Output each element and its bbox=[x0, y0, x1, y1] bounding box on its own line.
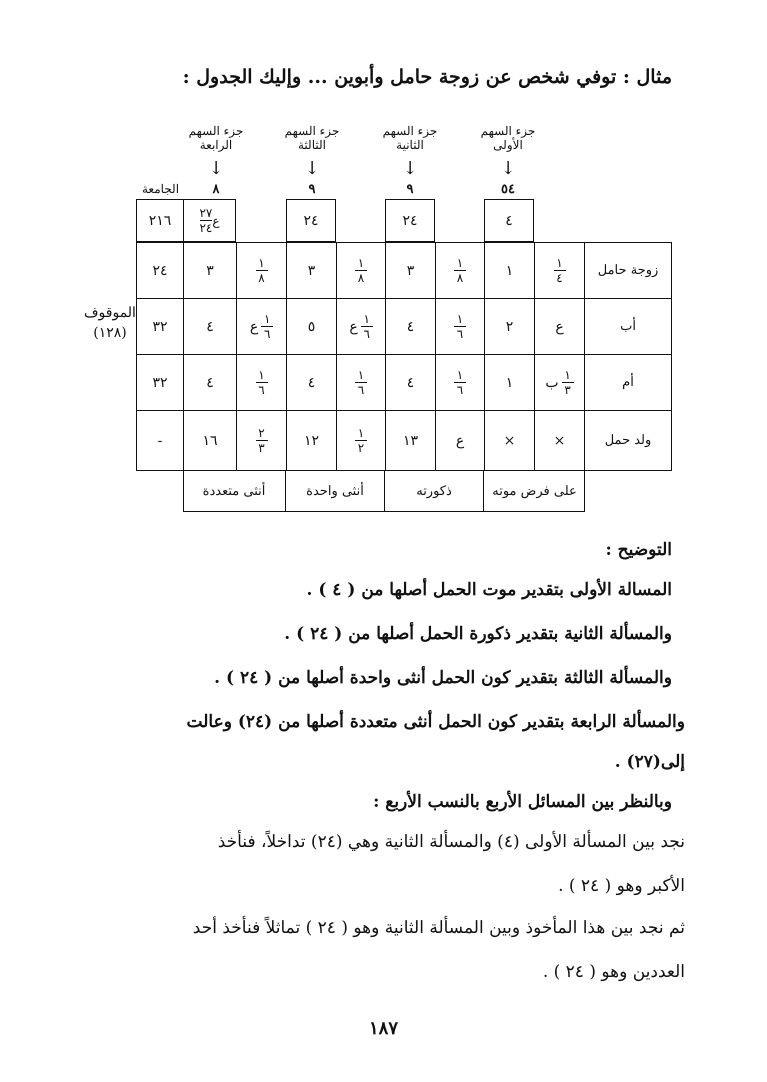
column-label-line1: جزء السهم bbox=[284, 124, 340, 138]
column-label-third bbox=[272, 124, 352, 152]
explanation-title: التوضيح : bbox=[605, 540, 672, 560]
fraction-suffix: ع bbox=[249, 318, 259, 335]
table-cell-jamia bbox=[136, 242, 184, 299]
cell-value: ٣٢ bbox=[152, 374, 168, 391]
heir-name: أم bbox=[622, 375, 634, 390]
fraction-denominator: ٢٤ bbox=[199, 221, 213, 235]
cell-value: ٥ bbox=[307, 318, 316, 335]
fraction-denominator: ٦ bbox=[456, 327, 464, 341]
cell-value: × bbox=[553, 432, 566, 449]
table-cell-q1 bbox=[534, 410, 585, 471]
arrow-down-icon: ↓ bbox=[304, 158, 320, 179]
table-cell-q2 bbox=[435, 242, 485, 299]
jamia-top-value: ٢١٦ bbox=[148, 212, 172, 229]
fraction-numerator: ٢ bbox=[258, 426, 265, 440]
paragraph-line: وبالنظر بين المسائل الأربع بالنسب الأربع : bbox=[373, 792, 672, 812]
table-cell-v3 bbox=[286, 242, 337, 299]
arrow-down-icon: ↓ bbox=[402, 158, 418, 179]
column-label-line1: جزء السهم bbox=[382, 124, 438, 138]
arrow-down-icon: ↓ bbox=[208, 158, 224, 179]
cell-value: ع bbox=[555, 318, 564, 335]
fraction-denominator: ٣ bbox=[564, 383, 571, 397]
cell-value: ع bbox=[455, 432, 465, 449]
fraction-numerator: ١ bbox=[456, 256, 464, 270]
divisor-first: ٥٤ bbox=[501, 182, 515, 197]
table-cell-v4 bbox=[183, 298, 237, 355]
table-cell-q3 bbox=[336, 354, 386, 411]
table-cell-q2 bbox=[435, 354, 485, 411]
jamia-label: الجامعة bbox=[142, 182, 180, 196]
mawqoof-label bbox=[82, 303, 138, 343]
paragraph-line: ثم نجد بين هذا المأخوذ وبين المسألة الثانية وهو ( ٢٤ ) تماثلاً فنأخذ أحد bbox=[192, 918, 685, 938]
bottom-label-multi-female: أنثى متعددة bbox=[183, 470, 286, 512]
column-label-first bbox=[468, 124, 548, 152]
page-number: ١٨٧ bbox=[368, 1018, 398, 1039]
mawqoof-text: الموقوف bbox=[84, 305, 136, 321]
fraction bbox=[554, 257, 566, 284]
table-cell-jamia bbox=[136, 354, 184, 411]
bottom-label-male: ذكورته bbox=[385, 470, 484, 512]
fraction bbox=[355, 427, 367, 454]
fraction bbox=[562, 369, 574, 396]
fraction bbox=[454, 369, 466, 396]
cell-value: ٢٤ bbox=[152, 262, 168, 279]
cell-value: ٣ bbox=[206, 262, 214, 279]
cell-value: ١٦ bbox=[202, 432, 218, 449]
table-cell-v2 bbox=[385, 410, 436, 471]
cell-value: ٣ bbox=[307, 262, 316, 279]
table-cell-v1 bbox=[484, 242, 535, 299]
table-cell-v2 bbox=[385, 298, 436, 355]
paragraph-line: نجد بين المسألة الأولى (٤) والمسألة الثانية وهي (٢٤) تداخلاً، فنأخذ bbox=[217, 832, 685, 852]
fraction bbox=[256, 257, 268, 284]
table-cell-jamia bbox=[136, 410, 184, 471]
table-cell-v3 bbox=[286, 354, 337, 411]
column-label-line2: الثانية bbox=[396, 138, 424, 152]
heir-name: ولد حمل bbox=[604, 433, 652, 448]
bottom-label-death: على فرض موته bbox=[492, 483, 577, 499]
fraction-numerator: ١ bbox=[357, 368, 365, 382]
fraction-denominator: ٦ bbox=[456, 383, 464, 397]
column-label-line1: جزء السهم bbox=[480, 124, 536, 138]
table-cell-q2 bbox=[435, 298, 485, 355]
fraction-denominator: ٦ bbox=[263, 327, 271, 341]
table-cell-v1 bbox=[484, 298, 535, 355]
table-cell-q1 bbox=[534, 354, 585, 411]
fraction-numerator: ١ bbox=[258, 256, 265, 270]
column-label-line2: الرابعة bbox=[199, 138, 233, 152]
table-cell-heir bbox=[584, 410, 672, 471]
cell-value: ٤ bbox=[406, 374, 415, 391]
table-cell-q2 bbox=[435, 410, 485, 471]
paragraph-line: الأكبر وهو ( ٢٤ ) . bbox=[558, 876, 685, 896]
table-cell-q1 bbox=[534, 242, 585, 299]
col3-top-cell bbox=[286, 199, 336, 242]
col4-top-cell bbox=[183, 199, 236, 242]
col1-top-cell bbox=[484, 199, 534, 242]
fraction-denominator: ٣ bbox=[258, 441, 265, 455]
jamia-top-cell bbox=[136, 199, 184, 242]
cell-value: ٢ bbox=[505, 318, 514, 335]
column-label-line2: الثالثة bbox=[298, 138, 326, 152]
fraction-denominator: ٨ bbox=[456, 271, 464, 285]
col1-top-value: ٤ bbox=[505, 212, 513, 229]
table-cell-q3 bbox=[336, 298, 386, 355]
cell-value: ٤ bbox=[206, 374, 214, 391]
cell-value: ٤ bbox=[307, 374, 316, 391]
cell-value: ١ bbox=[505, 262, 514, 279]
fraction-suffix: ع bbox=[349, 318, 358, 335]
table-cell-v1 bbox=[484, 354, 535, 411]
fraction-numerator: ١ bbox=[363, 312, 370, 326]
fraction bbox=[256, 427, 268, 454]
mawqoof-value: (١٢٨) bbox=[93, 325, 127, 341]
divisor-second: ٩ bbox=[406, 182, 414, 197]
table-cell-heir bbox=[584, 298, 672, 355]
paragraph-line: والمسألة الثالثة بتقدير كون الحمل أنثى واحدة أصلها من ( ٢٤ ) . bbox=[214, 668, 672, 688]
table-cell-v4 bbox=[183, 242, 237, 299]
fraction-denominator: ٨ bbox=[258, 271, 265, 285]
paragraph-line: والمسألة الثانية بتقدير ذكورة الحمل أصلها من ( ٢٤ ) . bbox=[284, 624, 672, 644]
fraction-numerator: ١ bbox=[564, 368, 571, 382]
table-cell-v4 bbox=[183, 354, 237, 411]
fraction bbox=[361, 313, 373, 340]
cell-value: - bbox=[157, 432, 163, 449]
fraction bbox=[261, 313, 273, 340]
table-cell-jamia bbox=[136, 298, 184, 355]
fraction bbox=[355, 369, 367, 396]
table-cell-q4 bbox=[236, 354, 287, 411]
cell-value: ٣ bbox=[406, 262, 415, 279]
table-cell-heir bbox=[584, 242, 672, 299]
fraction-denominator: ٦ bbox=[258, 383, 265, 397]
col3-top-value: ٢٤ bbox=[303, 212, 319, 229]
column-label-fourth bbox=[176, 124, 256, 152]
arrow-down-icon: ↓ bbox=[500, 158, 516, 179]
fraction-numerator: ١ bbox=[263, 312, 271, 326]
table-cell-q1 bbox=[534, 298, 585, 355]
column-label-line2: الأولى bbox=[493, 138, 523, 152]
fraction-numerator: ١ bbox=[556, 256, 563, 270]
heir-name: أب bbox=[620, 319, 636, 334]
fraction-numerator: ١ bbox=[456, 368, 464, 382]
divisor-fourth: ٨ bbox=[212, 182, 220, 197]
divisor-third: ٩ bbox=[308, 182, 316, 197]
fraction-numerator: ٢٧ bbox=[199, 206, 213, 220]
table-cell-q4 bbox=[236, 298, 287, 355]
col4-top-fraction bbox=[199, 207, 212, 234]
fraction-denominator: ٢ bbox=[357, 441, 365, 455]
cell-value: ٤ bbox=[406, 318, 415, 335]
fraction-denominator: ٦ bbox=[357, 383, 365, 397]
table-cell-v2 bbox=[385, 242, 436, 299]
cell-value: ١٣ bbox=[402, 432, 419, 449]
fraction-numerator: ١ bbox=[258, 368, 265, 382]
table-cell-q4 bbox=[236, 242, 287, 299]
heir-name: زوجة حامل bbox=[597, 263, 659, 278]
table-cell-v1 bbox=[484, 410, 535, 471]
cell-value: ١٢ bbox=[303, 432, 320, 449]
col2-top-cell bbox=[385, 199, 435, 242]
cell-value: ٣٢ bbox=[152, 318, 168, 335]
fraction-denominator: ٨ bbox=[357, 271, 365, 285]
paragraph-line: المسالة الأولى بتقدير موت الحمل أصلها من ( ٤ ) . bbox=[306, 580, 672, 600]
bottom-label-one-female: أنثى واحدة bbox=[286, 470, 385, 512]
column-label-line1: جزء السهم bbox=[188, 124, 244, 138]
column-label-second bbox=[370, 124, 450, 152]
fraction-numerator: ١ bbox=[357, 426, 365, 440]
cell-value: × bbox=[503, 432, 516, 449]
fraction-denominator: ٦ bbox=[363, 327, 370, 341]
table-cell-q3 bbox=[336, 410, 386, 471]
example-heading: مثال : توفي شخص عن زوجة حامل وأبوين ... وإليك الجدول : bbox=[182, 66, 672, 88]
table-cell-v2 bbox=[385, 354, 436, 411]
table-cell-v3 bbox=[286, 298, 337, 355]
cell-value: ١ bbox=[505, 374, 514, 391]
table-cell-q4 bbox=[236, 410, 287, 471]
table-cell-v4 bbox=[183, 410, 237, 471]
col2-top-value: ٢٤ bbox=[402, 212, 418, 229]
fraction bbox=[454, 313, 466, 340]
table-cell-v3 bbox=[286, 410, 337, 471]
col4-top-suffix: ع bbox=[212, 213, 220, 228]
table-cell-q3 bbox=[336, 242, 386, 299]
fraction bbox=[355, 257, 367, 284]
paragraph-line: والمسألة الرابعة بتقدير كون الحمل أنثى متعددة أصلها من (٢٤) وعالت bbox=[186, 712, 685, 732]
fraction bbox=[256, 369, 268, 396]
paragraph-line: إلى(٢٧) . bbox=[614, 752, 685, 772]
fraction bbox=[454, 257, 466, 284]
fraction-denominator: ٤ bbox=[556, 271, 563, 285]
fraction-suffix: ب bbox=[545, 374, 559, 391]
cell-value: ٤ bbox=[206, 318, 214, 335]
fraction-numerator: ١ bbox=[357, 256, 365, 270]
paragraph-line: العددين وهو ( ٢٤ ) . bbox=[542, 962, 685, 982]
fraction-numerator: ١ bbox=[456, 312, 464, 326]
table-cell-heir bbox=[584, 354, 672, 411]
